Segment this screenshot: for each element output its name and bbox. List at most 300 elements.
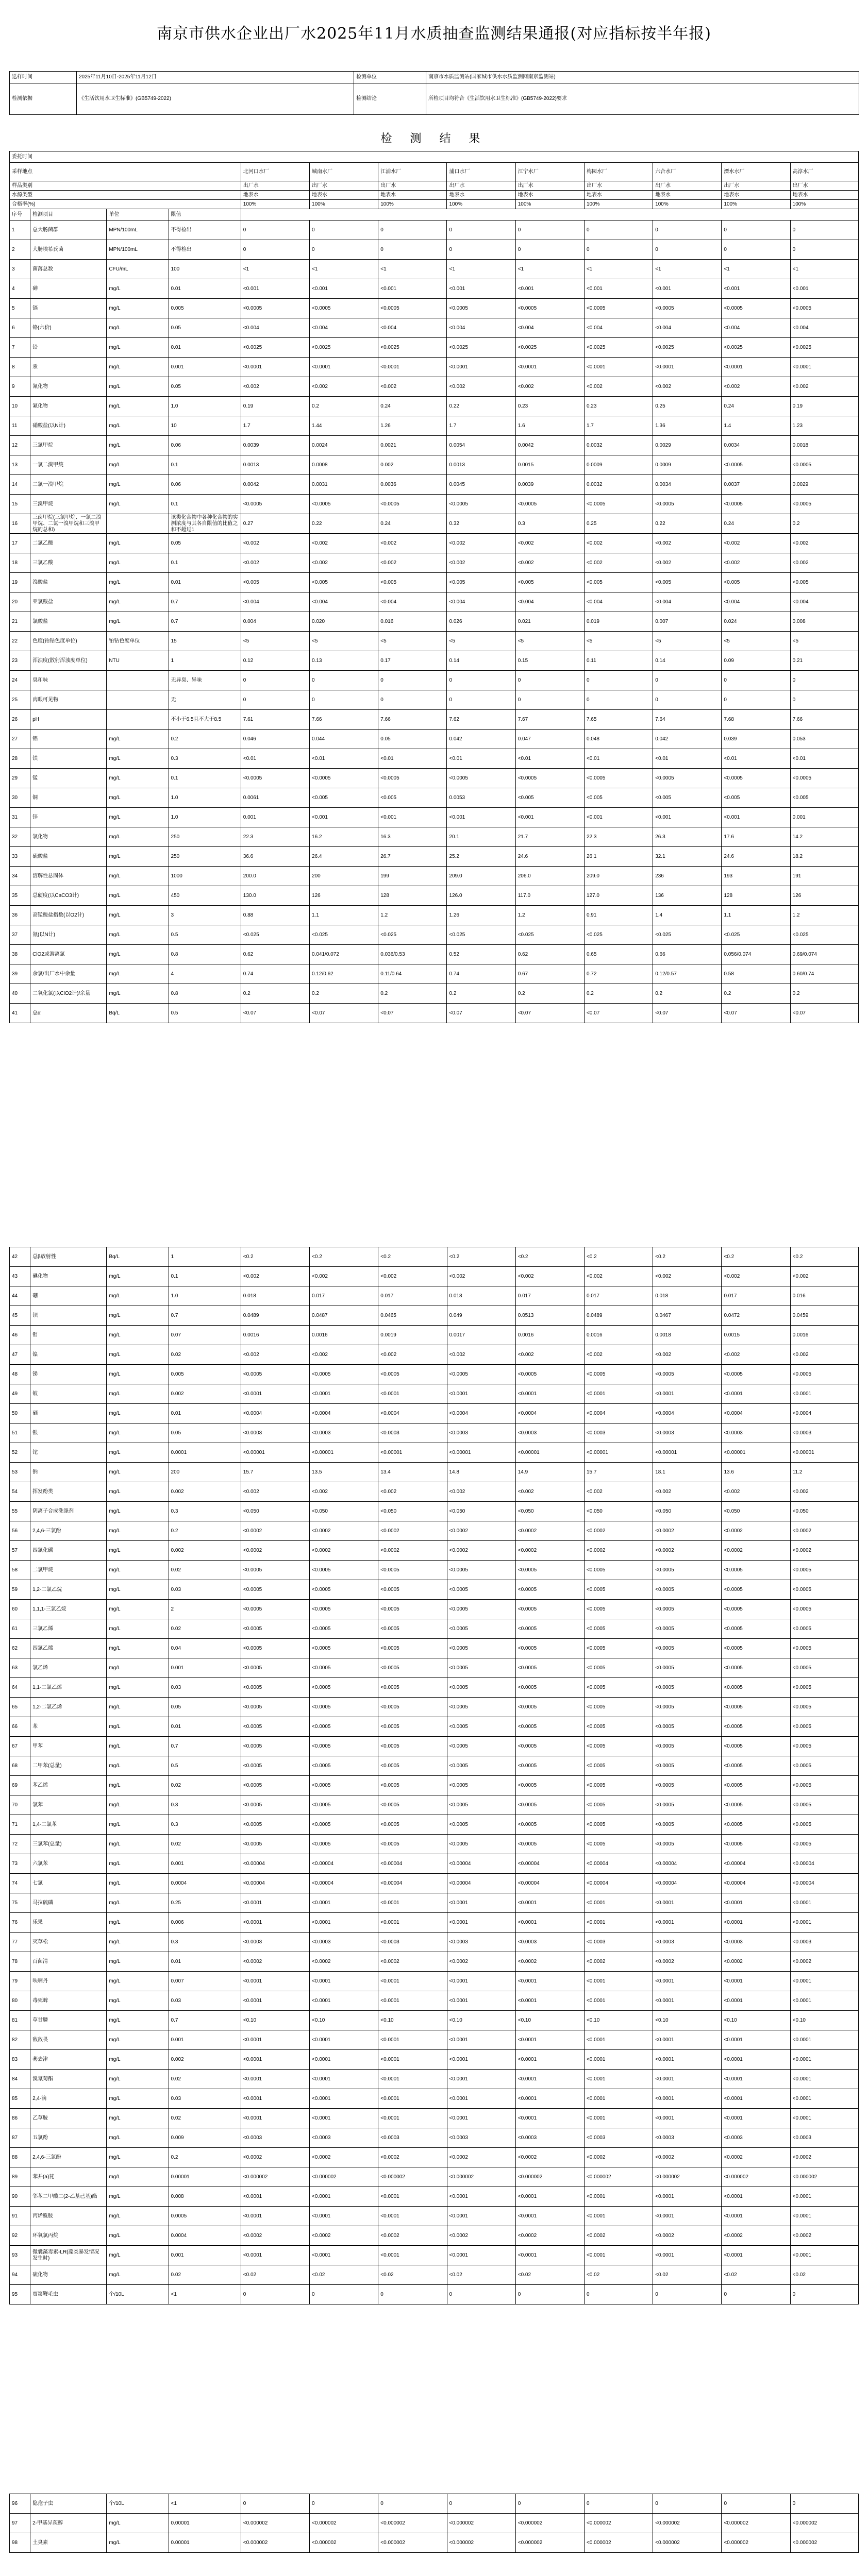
result-cell: <0.00001 <box>653 1443 722 1463</box>
result-cell: <0.002 <box>241 534 309 553</box>
limit: 0.06 <box>169 475 241 495</box>
limit: 0.008 <box>169 2187 241 2207</box>
result-cell: 0 <box>515 2494 584 2514</box>
result-cell: 0.62 <box>515 945 584 964</box>
result-cell: <0.00001 <box>515 1443 584 1463</box>
result-cell: <0.0001 <box>653 2246 722 2265</box>
row-index: 18 <box>10 553 30 573</box>
result-cell: <0.0001 <box>790 2187 858 2207</box>
result-cell: <0.002 <box>515 553 584 573</box>
result-cell: <0.0001 <box>790 1991 858 2011</box>
result-cell: <0.0001 <box>515 358 584 377</box>
result-cell: <0.0001 <box>241 1913 309 1933</box>
result-cell: <0.0005 <box>790 1756 858 1776</box>
result-cell: <0.0005 <box>241 1756 309 1776</box>
result-cell: <0.0005 <box>790 1795 858 1815</box>
table-row <box>10 2128 859 2148</box>
result-cell: <5 <box>310 632 378 651</box>
header-cell: 100% <box>790 200 858 209</box>
result-cell: <0.0005 <box>378 1580 447 1600</box>
result-cell: <1 <box>584 260 653 279</box>
result-cell: <0.000002 <box>653 2514 722 2533</box>
result-cell: <1 <box>378 260 447 279</box>
result-cell: 0.046 <box>241 730 309 749</box>
result-cell: <0.0005 <box>310 1795 378 1815</box>
result-cell: <0.0005 <box>584 1698 653 1717</box>
result-cell: <0.0003 <box>790 1933 858 1952</box>
limit: 0.005 <box>169 299 241 318</box>
result-cell: <0.000002 <box>378 2167 447 2187</box>
result-cell: 0 <box>515 690 584 710</box>
result-cell: <0.004 <box>584 592 653 612</box>
result-cell: <0.004 <box>722 318 790 338</box>
result-cell: <0.07 <box>515 1004 584 1023</box>
result-cell: <0.005 <box>653 573 722 592</box>
result-cell: 0.2 <box>790 984 858 1004</box>
result-cell: <0.00004 <box>515 1874 584 1893</box>
result-cell: <0.0001 <box>584 1972 653 1991</box>
result-cell: <0.050 <box>653 1502 722 1521</box>
row-index: 33 <box>10 847 30 867</box>
result-cell: <0.0002 <box>790 1952 858 1972</box>
item-name: 1,4-二氯苯 <box>30 1815 107 1835</box>
result-cell: 0.22 <box>447 397 515 416</box>
result-cell: 0.13 <box>310 651 378 671</box>
limit: 0.001 <box>169 1854 241 1874</box>
result-cell: <0.002 <box>310 1482 378 1502</box>
row-index: 19 <box>10 573 30 592</box>
result-cell: <0.0001 <box>378 2089 447 2109</box>
table-row <box>10 651 859 671</box>
unit: mg/L <box>107 964 169 984</box>
header-cell: 100% <box>241 200 309 209</box>
result-cell: 0.044 <box>310 730 378 749</box>
result-cell: <0.004 <box>378 592 447 612</box>
result-cell: 0.041/0.072 <box>310 945 378 964</box>
unit: mg/L <box>107 2246 169 2265</box>
result-cell: <0.2 <box>790 1247 858 1267</box>
result-cell: 0.2 <box>241 984 309 1004</box>
unit: mg/L <box>107 1286 169 1306</box>
result-cell: <0.0002 <box>722 2226 790 2246</box>
row-index: 41 <box>10 1004 30 1023</box>
result-cell: <0.0005 <box>515 1658 584 1678</box>
unit: mg/L <box>107 867 169 886</box>
result-cell: <0.0001 <box>241 358 309 377</box>
result-cell: <0.0005 <box>310 1776 378 1795</box>
row-index: 47 <box>10 1345 30 1365</box>
result-cell: <0.0002 <box>790 2226 858 2246</box>
unit: mg/L <box>107 1463 169 1482</box>
item-name: 铜 <box>30 788 107 808</box>
result-cell: <0.0002 <box>310 1952 378 1972</box>
result-cell: <0.0005 <box>653 1678 722 1698</box>
result-cell: <0.0005 <box>722 455 790 475</box>
result-cell: <0.00004 <box>722 1874 790 1893</box>
result-cell: <0.0005 <box>241 769 309 788</box>
result-cell: 0.2 <box>310 984 378 1004</box>
result-cell: <0.00004 <box>378 1854 447 1874</box>
header-cell: 样品类别 <box>10 181 241 191</box>
result-cell: 0.008 <box>790 612 858 632</box>
result-cell: <0.005 <box>378 573 447 592</box>
result-cell: <0.005 <box>584 573 653 592</box>
result-cell: <0.0001 <box>241 1893 309 1913</box>
table-row <box>10 1404 859 1423</box>
result-cell: <0.01 <box>447 749 515 769</box>
result-cell: <0.0005 <box>378 299 447 318</box>
row-index: 86 <box>10 2109 30 2128</box>
result-cell: <0.0001 <box>515 2030 584 2050</box>
result-cell: <0.005 <box>378 788 447 808</box>
result-cell: 0 <box>515 671 584 690</box>
limit: 1.0 <box>169 1286 241 1306</box>
result-cell: <0.07 <box>653 1004 722 1023</box>
results-body-2 <box>10 1247 859 2304</box>
row-index: 15 <box>10 495 30 514</box>
unit: mg/L <box>107 377 169 397</box>
unit: mg/L <box>107 1619 169 1639</box>
info-value: 《生活饮用水卫生标准》(GB5749-2022) <box>77 83 354 115</box>
result-cell: <0.0001 <box>790 1913 858 1933</box>
result-cell: 0.25 <box>584 514 653 534</box>
result-cell: <0.0003 <box>310 1423 378 1443</box>
result-cell: <0.002 <box>584 553 653 573</box>
result-cell: <0.002 <box>790 553 858 573</box>
limit: 0.5 <box>169 1756 241 1776</box>
table-row <box>10 221 859 240</box>
result-cell: <0.00001 <box>310 1443 378 1463</box>
result-cell: <0.001 <box>310 808 378 827</box>
result-cell: <5 <box>378 632 447 651</box>
result-cell: <0.0001 <box>584 2030 653 2050</box>
result-cell: <0.0001 <box>584 1913 653 1933</box>
result-cell: 0 <box>378 2285 447 2304</box>
result-cell: <0.01 <box>515 749 584 769</box>
result-cell: <0.0005 <box>378 1658 447 1678</box>
result-cell: 0 <box>584 690 653 710</box>
result-cell: <0.0005 <box>378 1795 447 1815</box>
item-name: 微囊藻毒素-LR(藻类暴发情况发生时) <box>30 2246 107 2265</box>
result-cell: <0.0001 <box>310 2246 378 2265</box>
result-cell: <0.0001 <box>722 2109 790 2128</box>
result-cell: <0.0002 <box>241 1541 309 1561</box>
table-row <box>10 847 859 867</box>
result-cell: <0.0005 <box>653 1658 722 1678</box>
result-cell: <0.0001 <box>310 2187 378 2207</box>
table-row <box>10 358 859 377</box>
result-cell: <0.0003 <box>790 2128 858 2148</box>
result-cell: 0.0016 <box>515 1326 584 1345</box>
result-cell: <0.0005 <box>310 299 378 318</box>
result-cell: 0 <box>790 240 858 260</box>
result-cell: 0 <box>378 240 447 260</box>
result-cell: <0.00004 <box>722 1854 790 1874</box>
result-cell: 0.67 <box>515 964 584 984</box>
result-cell: <0.0001 <box>515 1913 584 1933</box>
limit: 1.0 <box>169 808 241 827</box>
table-row <box>10 1482 859 1502</box>
item-name: 1,1-二氯乙烯 <box>30 1678 107 1698</box>
result-cell: <0.004 <box>310 592 378 612</box>
result-cell: <0.0002 <box>447 1541 515 1561</box>
result-cell: 0.018 <box>241 1286 309 1306</box>
result-cell: <5 <box>241 632 309 651</box>
result-cell: <0.002 <box>790 1482 858 1502</box>
row-index: 50 <box>10 1404 30 1423</box>
result-cell: <0.0002 <box>447 1952 515 1972</box>
result-cell: <0.0005 <box>584 1776 653 1795</box>
result-cell: <0.005 <box>447 573 515 592</box>
result-cell: <0.0001 <box>722 1991 790 2011</box>
result-cell: <0.0005 <box>722 769 790 788</box>
unit: mg/L <box>107 279 169 299</box>
result-cell: <0.0005 <box>515 1815 584 1835</box>
result-cell: <0.002 <box>378 534 447 553</box>
result-cell: <0.0005 <box>378 1756 447 1776</box>
result-cell: 0 <box>653 671 722 690</box>
result-cell: 0.21 <box>790 651 858 671</box>
result-cell: <0.0005 <box>447 1580 515 1600</box>
result-cell: <0.0005 <box>584 1756 653 1776</box>
table-row <box>10 1561 859 1580</box>
result-cell: <0.050 <box>584 1502 653 1521</box>
table-row <box>10 534 859 553</box>
item-name: 总硬度(以CaCO3计) <box>30 886 107 906</box>
result-cell: <0.0005 <box>241 1776 309 1795</box>
table-row <box>10 1306 859 1326</box>
result-cell: 0.2 <box>584 984 653 1004</box>
table-row <box>10 1326 859 1345</box>
row-index: 2 <box>10 240 30 260</box>
result-cell: <0.0002 <box>241 2226 309 2246</box>
result-cell: <0.0005 <box>515 1776 584 1795</box>
result-cell: <0.0001 <box>722 2089 790 2109</box>
result-cell: <0.0001 <box>378 2109 447 2128</box>
result-cell: <0.0001 <box>310 1991 378 2011</box>
unit: mg/L <box>107 808 169 827</box>
result-cell: <0.004 <box>447 592 515 612</box>
row-index: 28 <box>10 749 30 769</box>
result-cell: 0.58 <box>722 964 790 984</box>
result-cell: <0.0005 <box>790 1835 858 1854</box>
result-cell: 0.27 <box>241 514 309 534</box>
result-cell: 0.021 <box>515 612 584 632</box>
result-cell: <0.0005 <box>515 1639 584 1658</box>
result-cell: <0.0005 <box>722 1737 790 1756</box>
result-cell: <0.0001 <box>790 1384 858 1404</box>
result-cell: <0.0005 <box>241 1600 309 1619</box>
header-cell: 委托时间 <box>10 151 859 163</box>
result-cell: <0.0001 <box>584 2109 653 2128</box>
result-cell: 0 <box>584 240 653 260</box>
result-cell: <0.0002 <box>378 2148 447 2167</box>
result-cell: 0.0013 <box>447 455 515 475</box>
result-cell: <0.005 <box>584 788 653 808</box>
result-cell: <0.0025 <box>447 338 515 358</box>
result-cell: 0.017 <box>722 1286 790 1306</box>
item-name: 三氯苯(总量) <box>30 1835 107 1854</box>
result-cell: 0.0487 <box>310 1306 378 1326</box>
result-cell: <0.0005 <box>790 1365 858 1384</box>
header-cell: 100% <box>310 200 378 209</box>
result-cell: <0.0005 <box>310 1737 378 1756</box>
row-index: 30 <box>10 788 30 808</box>
result-cell: <0.0005 <box>310 1658 378 1678</box>
unit: mg/L <box>107 358 169 377</box>
result-cell: <0.0001 <box>584 2089 653 2109</box>
row-index: 96 <box>10 2494 30 2514</box>
result-cell: <0.005 <box>790 788 858 808</box>
header-cell: 100% <box>378 200 447 209</box>
item-name: 砷 <box>30 279 107 299</box>
result-cell: <0.0025 <box>722 338 790 358</box>
unit: 个/10L <box>107 2494 169 2514</box>
result-cell: 0.69/0.074 <box>790 945 858 964</box>
result-cell: <0.0003 <box>722 2128 790 2148</box>
item-name: 1,2-二氯乙烷 <box>30 1580 107 1600</box>
result-cell: 0 <box>241 2285 309 2304</box>
row-index: 65 <box>10 1698 30 1717</box>
result-cell: <0.2 <box>241 1247 309 1267</box>
result-cell: <0.0001 <box>653 1893 722 1913</box>
result-cell: <0.0005 <box>310 1561 378 1580</box>
result-cell: 0 <box>447 2285 515 2304</box>
row-index: 5 <box>10 299 30 318</box>
result-cell: <0.025 <box>722 925 790 945</box>
result-cell: 0.004 <box>241 612 309 632</box>
result-cell: <0.000002 <box>241 2514 309 2533</box>
limit: 0.01 <box>169 1952 241 1972</box>
result-cell: <0.002 <box>790 1345 858 1365</box>
result-cell: 1.7 <box>447 416 515 436</box>
result-cell: <0.07 <box>722 1004 790 1023</box>
result-cell: <0.0005 <box>447 1698 515 1717</box>
table-row <box>10 1991 859 2011</box>
result-cell: <0.0001 <box>722 358 790 377</box>
limit: 0.7 <box>169 592 241 612</box>
result-cell: 0.24 <box>722 397 790 416</box>
result-cell: 193 <box>722 867 790 886</box>
result-cell: <0.0005 <box>653 1619 722 1639</box>
result-cell: 0.042 <box>653 730 722 749</box>
result-cell: <0.000002 <box>515 2167 584 2187</box>
result-cell: <0.0005 <box>241 1698 309 1717</box>
unit: mg/L <box>107 612 169 632</box>
result-cell: 0 <box>241 690 309 710</box>
table-row <box>10 1658 859 1678</box>
site-2: 城南水厂 <box>310 163 378 181</box>
result-cell: 126 <box>310 886 378 906</box>
result-cell: <0.0001 <box>790 1972 858 1991</box>
result-cell: <0.02 <box>722 2265 790 2285</box>
result-cell: 0.001 <box>790 808 858 827</box>
item-name: 三卤甲烷(三氯甲烷、一氯二溴甲烷、二氯一溴甲烷和三溴甲烷的总和) <box>30 514 107 534</box>
table-row <box>10 671 859 690</box>
result-cell: 0 <box>722 671 790 690</box>
result-cell: <0.00001 <box>790 1443 858 1463</box>
result-cell: <0.002 <box>378 377 447 397</box>
result-cell: 0.0018 <box>790 436 858 455</box>
result-cell: <0.004 <box>790 592 858 612</box>
header-cell: 地表水 <box>653 191 722 200</box>
limit: 不得检出 <box>169 240 241 260</box>
limit: 3 <box>169 906 241 925</box>
result-cell: 0.0009 <box>584 455 653 475</box>
result-cell: <0.0003 <box>241 1933 309 1952</box>
row-index: 55 <box>10 1502 30 1521</box>
limit: 0.05 <box>169 534 241 553</box>
limit: 0.3 <box>169 1502 241 1521</box>
result-cell: 0.0016 <box>310 1326 378 1345</box>
result-cell: 26.7 <box>378 847 447 867</box>
result-cell: <0.001 <box>653 279 722 299</box>
unit: mg/L <box>107 2514 169 2533</box>
limit: 0.001 <box>169 2246 241 2265</box>
limit: 0.7 <box>169 2011 241 2030</box>
result-cell: <0.002 <box>241 377 309 397</box>
result-cell: <0.0001 <box>653 2089 722 2109</box>
result-cell: 0.0037 <box>722 475 790 495</box>
result-cell: <0.0001 <box>722 2050 790 2070</box>
result-cell: <0.0001 <box>447 2050 515 2070</box>
result-cell: <0.004 <box>310 318 378 338</box>
result-cell: <0.025 <box>447 925 515 945</box>
result-cell: 0.0039 <box>241 436 309 455</box>
result-cell: <0.0005 <box>241 1658 309 1678</box>
unit: 铂钴色度单位 <box>107 632 169 651</box>
row-index: 12 <box>10 436 30 455</box>
result-cell: <0.0001 <box>378 1972 447 1991</box>
table-row <box>10 1972 859 1991</box>
result-cell: 1.44 <box>310 416 378 436</box>
row-index: 80 <box>10 1991 30 2011</box>
result-cell: <0.0005 <box>653 299 722 318</box>
result-cell: <0.02 <box>447 2265 515 2285</box>
row-index: 56 <box>10 1521 30 1541</box>
table-row <box>10 2514 859 2533</box>
result-cell: 0 <box>447 221 515 240</box>
result-cell: 0.2 <box>447 984 515 1004</box>
result-cell: <0.0002 <box>722 1521 790 1541</box>
result-cell: <0.0002 <box>653 2148 722 2167</box>
table-row <box>10 240 859 260</box>
result-cell: <0.0005 <box>241 1580 309 1600</box>
result-cell: <0.0002 <box>310 1521 378 1541</box>
result-cell: <0.000002 <box>584 2514 653 2533</box>
result-cell: <0.0005 <box>447 495 515 514</box>
result-cell: 0 <box>722 240 790 260</box>
limit: 0.7 <box>169 612 241 632</box>
result-cell: <0.10 <box>653 2011 722 2030</box>
table-row <box>10 2285 859 2304</box>
row-index: 34 <box>10 867 30 886</box>
result-cell: <0.002 <box>310 377 378 397</box>
result-cell: 0.024 <box>722 612 790 632</box>
result-cell: <0.0001 <box>722 2246 790 2265</box>
item-name: 余氯/出厂水中余量 <box>30 964 107 984</box>
limit: 100 <box>169 260 241 279</box>
unit: mg/L <box>107 299 169 318</box>
item-name: 三溴甲烷 <box>30 495 107 514</box>
result-cell: <0.002 <box>722 553 790 573</box>
result-cell: <0.0001 <box>584 358 653 377</box>
result-cell: <0.025 <box>584 925 653 945</box>
result-cell: 25.2 <box>447 847 515 867</box>
result-cell: <0.004 <box>378 318 447 338</box>
table-row <box>10 495 859 514</box>
result-cell: <0.0001 <box>310 2030 378 2050</box>
